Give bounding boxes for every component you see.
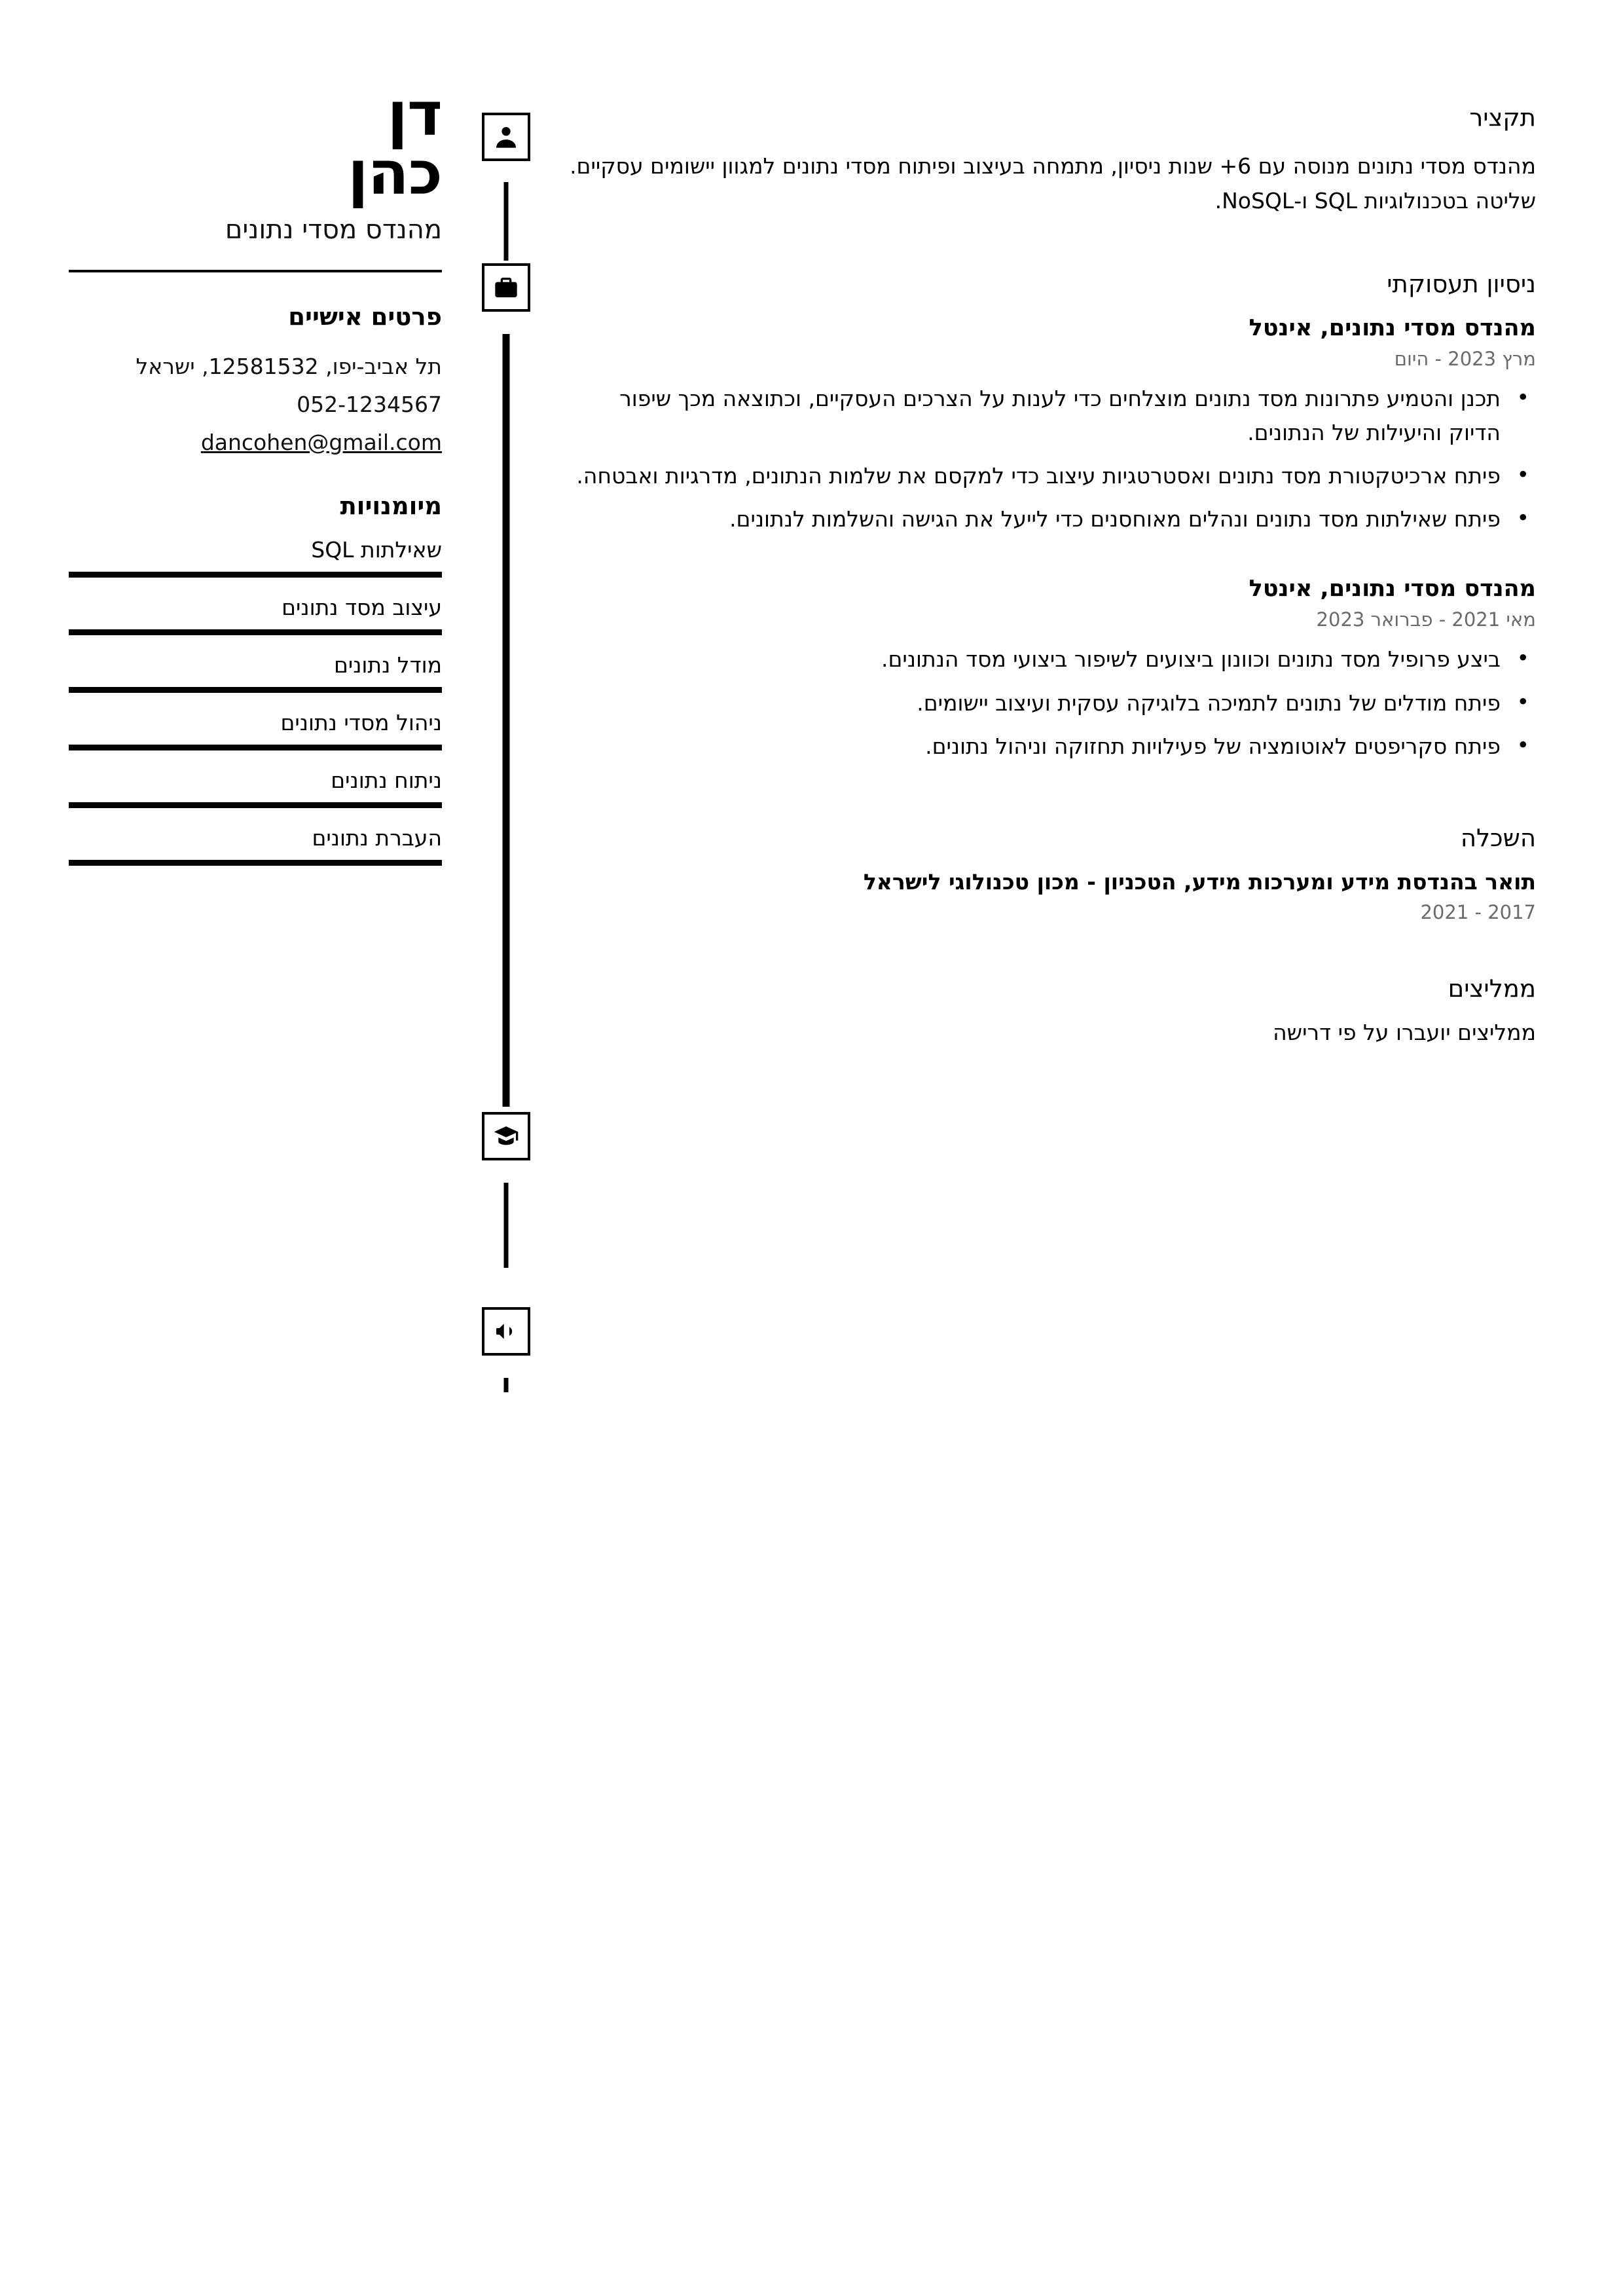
job-dates-text: מאי 2021 - פברואר 2023 <box>1316 608 1536 631</box>
job-dates-text: מרץ 2023 - היום <box>1394 347 1536 370</box>
divider <box>69 270 442 272</box>
education-title: תואר בהנדסת מידע ומערכות מידע, הטכניון - מכון טכנולוגי לישראל <box>863 868 1536 895</box>
summary-text: מהנדס מסדי נתונים מנוסה עם 6+ שנות ניסיון, מתמחה בעיצוב ופיתוח מסדי נתונים למגוון יישומים עסקיים. שליטה בטכנולוגיות SQL ו-NoSQL. <box>570 153 1536 214</box>
list-item: • פיתח שאילתות מסד נתונים ונהלים מאוחסנים כדי לייעל את הגישה והשלמות לנתונים. <box>563 502 1504 536</box>
spacer <box>563 219 1536 270</box>
experience-heading: ניסיון תעסוקתי <box>1387 269 1536 298</box>
job-bullets <box>563 382 1536 537</box>
summary-heading: תקציר <box>1469 103 1536 132</box>
education-heading: השכלה <box>1460 823 1536 852</box>
skills-heading: מיומנויות <box>340 491 442 520</box>
job-title: מהנדס מסדי נתונים <box>225 215 442 246</box>
sidebar-column <box>69 79 462 1395</box>
last-name: כהן <box>348 138 442 209</box>
timeline-segment <box>503 1183 508 1268</box>
briefcase-icon <box>482 263 530 312</box>
personal-details-heading: פרטים אישיים <box>288 303 442 331</box>
experience-item <box>563 315 1536 537</box>
skill-item: ניהול מסדי נתונים <box>69 710 442 750</box>
skill-item: שאילתות SQL <box>69 537 442 578</box>
references-heading: ממליצים <box>1448 974 1536 1003</box>
content-column <box>550 85 1554 1395</box>
megaphone-icon <box>482 1307 530 1356</box>
skill-item: עיצוב מסד נתונים <box>69 595 442 635</box>
phone-text: 052-1234567 <box>297 392 442 418</box>
spacer <box>563 546 1536 576</box>
list-item: • תכנן והטמיע פתרונות מסד נתונים מוצלחים כדי לענות על הצרכים העסקיים, וכתוצאה מכך שיפור הדיוק והיעילות של הנתונים. <box>563 382 1504 450</box>
timeline-track <box>462 85 550 1395</box>
skill-item: מודל נתונים <box>69 652 442 693</box>
spacer <box>563 923 1536 974</box>
email-link[interactable]: dancohen@gmail.com <box>200 429 442 455</box>
list-item: • ביצע פרופיל מסד נתונים וכוונון ביצועים לשיפור ביצועי מסד הנתונים. <box>563 642 1504 676</box>
education-dates: 2017 - 2021 <box>1420 900 1536 923</box>
timeline-segment <box>503 182 508 261</box>
spacer <box>563 773 1536 824</box>
first-name: דן <box>387 79 442 149</box>
timeline-column <box>462 85 550 1395</box>
name-block <box>69 79 442 246</box>
list-item: • פיתח ארכיטקטורת מסד נתונים ואסטרטגיות עיצוב כדי למקסם את שלמות הנתונים, מדרגיות ואבטחה. <box>563 459 1504 493</box>
experience-item <box>563 576 1536 763</box>
references-text: ממליצים יועברו על פי דרישה <box>1273 1019 1536 1045</box>
skills-list <box>69 537 442 866</box>
job-title-text: מהנדס מסדי נתונים, אינטל <box>1249 314 1536 341</box>
skill-item: ניתוח נתונים <box>69 768 442 808</box>
job-title-text: מהנדס מסדי נתונים, אינטל <box>1249 576 1536 602</box>
skill-item: העברת נתונים <box>69 825 442 866</box>
timeline-segment <box>503 1378 508 1392</box>
job-bullets <box>563 642 1536 763</box>
timeline-segment <box>502 334 509 1107</box>
person-icon <box>482 113 530 161</box>
graduation-cap-icon <box>482 1112 530 1160</box>
address-text: תל אביב-יפו, 12581532, ישראל <box>136 354 442 380</box>
list-item: • פיתח סקריפטים לאוטומציה של פעילויות תחזוקה וניהול נתונים. <box>563 730 1504 764</box>
list-item: • פיתח מודלים של נתונים לתמיכה בלוגיקה עסקית ועיצוב יישומים. <box>563 686 1504 720</box>
education-item <box>563 869 1536 923</box>
